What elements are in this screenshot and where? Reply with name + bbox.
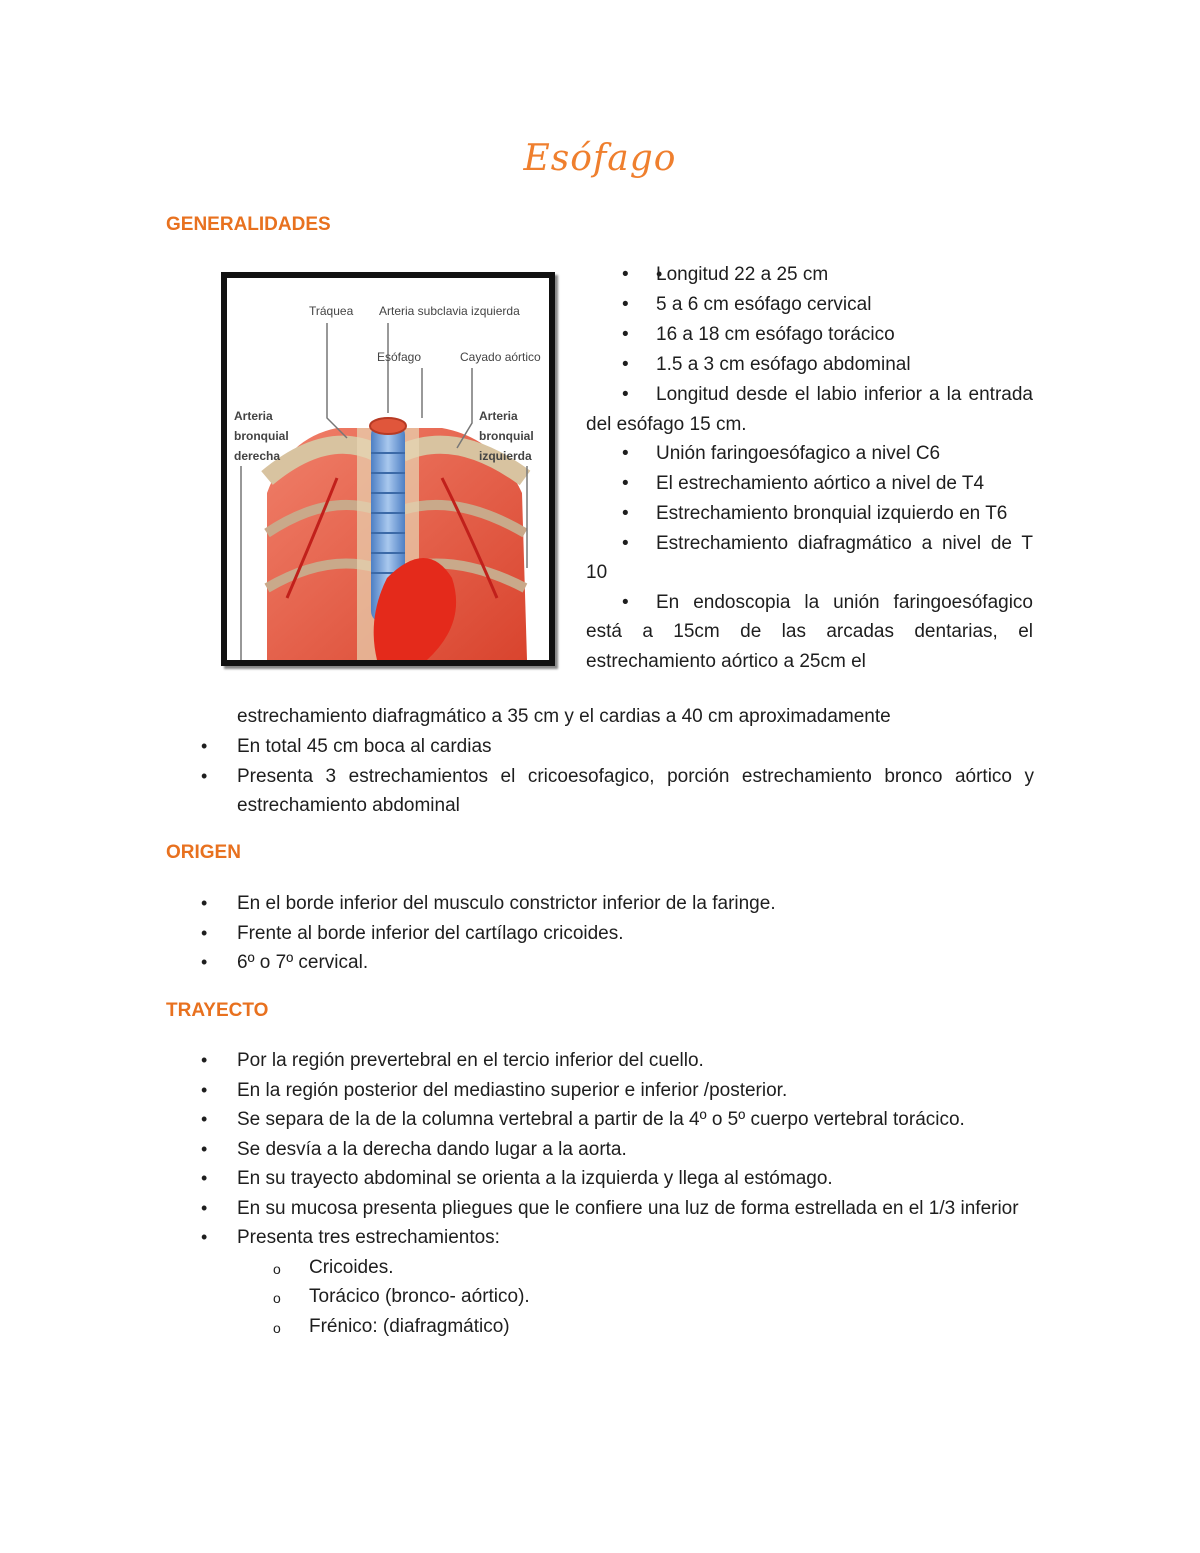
bullet-icon: • (622, 443, 629, 464)
list-item: • • Longitud 22 a 25 cm (586, 260, 1033, 290)
heading-origen: ORIGEN (166, 842, 241, 863)
list-item: • En el borde inferior del musculo constrictor inferior de la faringe. (237, 889, 1034, 919)
bullet-icon: • (622, 324, 629, 345)
label-traquea: Tráquea (309, 304, 354, 318)
list-item: • En su mucosa presenta pliegues que le confiere una luz de forma estrellada en el 1/3 inferior (237, 1194, 1034, 1224)
generalidades-right-list (586, 260, 1033, 676)
label-arteria-bronquial-izquierda: Arteria bronquial izquierda (479, 409, 534, 463)
bullet-icon: • (622, 503, 629, 524)
list-item: • Frente al borde inferior del cartílago cricoides. (237, 919, 1034, 949)
list-item: • Longitud desde el labio inferior a la entrada del esófago 15 cm. (586, 380, 1033, 439)
list-item: • Presenta 3 estrechamientos el cricoesofagico, porción estrechamiento bronco aórtico y estrechamiento abdominal (237, 762, 1034, 821)
label-arteria-bronquial-derecha: Arteria bronquial derecha (234, 409, 289, 463)
list-item: • Estrechamiento bronquial izquierdo en T6 (586, 499, 1033, 529)
heading-generalidades: GENERALIDADES (166, 214, 331, 235)
list-item: • 1.5 a 3 cm esófago abdominal (586, 350, 1033, 380)
bullet-icon: • (622, 384, 629, 405)
bullet-icon: • (622, 591, 629, 613)
list-item: • Por la región prevertebral en el tercio inferior del cuello. (237, 1046, 1034, 1076)
sub-list-item: o Cricoides. (309, 1253, 1034, 1283)
list-item: • Unión faringoesófagico a nivel C6 (586, 439, 1033, 469)
list-item: • 5 a 6 cm esófago cervical (586, 290, 1033, 320)
generalidades-continuation: estrechamiento diafragmático a 35 cm y el cardias a 40 cm aproximadamente (237, 706, 891, 727)
generalidades-full-list (237, 732, 1034, 821)
page-title: Esófago (523, 138, 677, 179)
bullet-icon: • (622, 294, 629, 315)
sub-list-item: o Torácico (bronco- aórtico). (309, 1282, 1034, 1312)
origen-list (237, 889, 1034, 978)
bullet-icon: • (622, 473, 629, 494)
list-item: • 16 a 18 cm esófago torácico (586, 320, 1033, 350)
label-cayado-aortico: Cayado aórtico (460, 350, 541, 364)
bullet-icon: • • (622, 264, 629, 285)
list-item: • Presenta tres estrechamientos: (237, 1223, 1034, 1253)
sub-list-item: o Frénico: (diafragmático) (309, 1312, 1034, 1342)
heading-trayecto: TRAYECTO (166, 1000, 269, 1021)
bullet-icon: • (622, 354, 629, 375)
trayecto-list (237, 1046, 1034, 1341)
list-item: • 6º o 7º cervical. (237, 948, 1034, 978)
label-esofago: Esófago (377, 350, 422, 364)
list-item: • En endoscopia la unión faringoesófagico está a 15cm de las arcadas dentarias, el estrechamiento aórtico a 25cm el (586, 588, 1033, 677)
list-item: • En su trayecto abdominal se orienta a la izquierda y llega al estómago. (237, 1164, 1034, 1194)
anatomy-illustration (227, 278, 549, 660)
list-item: • En total 45 cm boca al cardias (237, 732, 1034, 762)
list-item: • El estrechamiento aórtico a nivel de T4 (586, 469, 1033, 499)
list-item: • Estrechamiento diafragmático a nivel de T 10 (586, 529, 1033, 588)
list-item: • Se desvía a la derecha dando lugar a la aorta. (237, 1135, 1034, 1165)
label-arteria-subclavia: Arteria subclavia izquierda (379, 304, 520, 318)
list-item: • Se separa de la de la columna vertebral a partir de la 4º o 5º cuerpo vertebral torácico. (237, 1105, 1034, 1135)
list-item: • En la región posterior del mediastino superior e inferior /posterior. (237, 1076, 1034, 1106)
esophagus-anatomy-figure (221, 272, 555, 666)
bullet-icon: • (622, 532, 629, 554)
